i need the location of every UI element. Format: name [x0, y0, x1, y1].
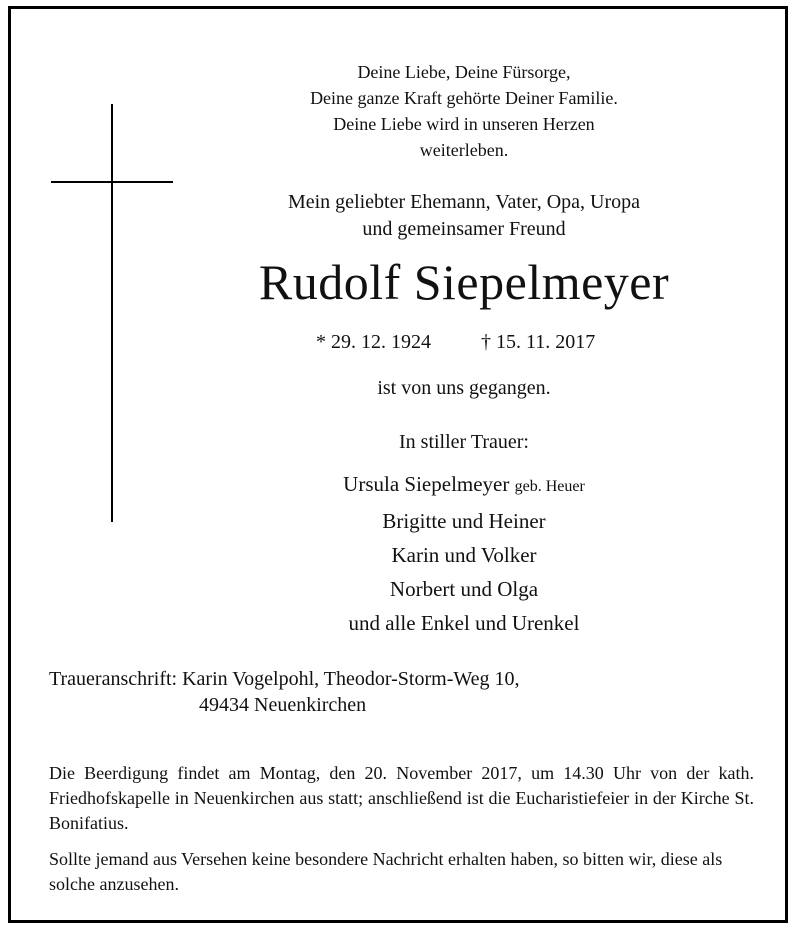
mourners-list [211, 467, 717, 640]
mourner-line: Brigitte und Heiner [382, 509, 546, 533]
death-date: † 15. 11. 2017 [481, 331, 596, 353]
verse-line: Deine Liebe wird in unseren Herzen [333, 114, 595, 134]
notification-note: Sollte jemand aus Versehen keine besondere Nachricht erhalten haben, so bitten wir, diese als solche anzusehen. [49, 849, 723, 894]
cross-icon-vertical [111, 104, 113, 522]
birth-date: * 29. 12. 1924 [316, 331, 431, 353]
wife-maiden-name: geb. Heuer [514, 478, 585, 495]
cross-icon-horizontal [51, 181, 173, 183]
address-line: 49434 Neuenkirchen [199, 694, 367, 716]
mourner-line: Norbert und Olga [389, 577, 539, 601]
intro-line: und gemeinsamer Freund [362, 218, 566, 240]
obituary-notice [8, 6, 788, 923]
verse-line: Deine Liebe, Deine Fürsorge, [357, 62, 571, 82]
intro-line: Mein geliebter Ehemann, Vater, Opa, Uropa [287, 191, 641, 213]
verse-line: Deine ganze Kraft gehörte Deiner Familie. [310, 88, 618, 108]
mourner-line: Karin und Volker [391, 543, 537, 567]
memorial-verse [241, 59, 687, 163]
funeral-details: Die Beerdigung findet am Montag, den 20. November 2017, um 14.30 Uhr von der kath. Friedhofskapelle in Neuenkirchen aus statt; anschließend ist die Eucharistiefeier in der Kirche St. Bonifatius. [49, 763, 754, 833]
address-line: Traueranschrift: Karin Vogelpohl, Theodor-Storm-Weg 10, [49, 668, 520, 690]
mourner-line: und alle Enkel und Urenkel [348, 611, 580, 635]
mourner-wife [211, 467, 717, 504]
wife-name: Ursula Siepelmeyer [343, 472, 510, 496]
passing-statement: ist von uns gegangen. [377, 377, 551, 399]
verse-line: weiterleben. [419, 140, 509, 160]
intro-text [231, 189, 697, 243]
deceased-name: Rudolf Siepelmeyer [258, 254, 670, 310]
mourning-label: In stiller Trauer: [399, 431, 529, 453]
mourning-address [49, 666, 520, 718]
